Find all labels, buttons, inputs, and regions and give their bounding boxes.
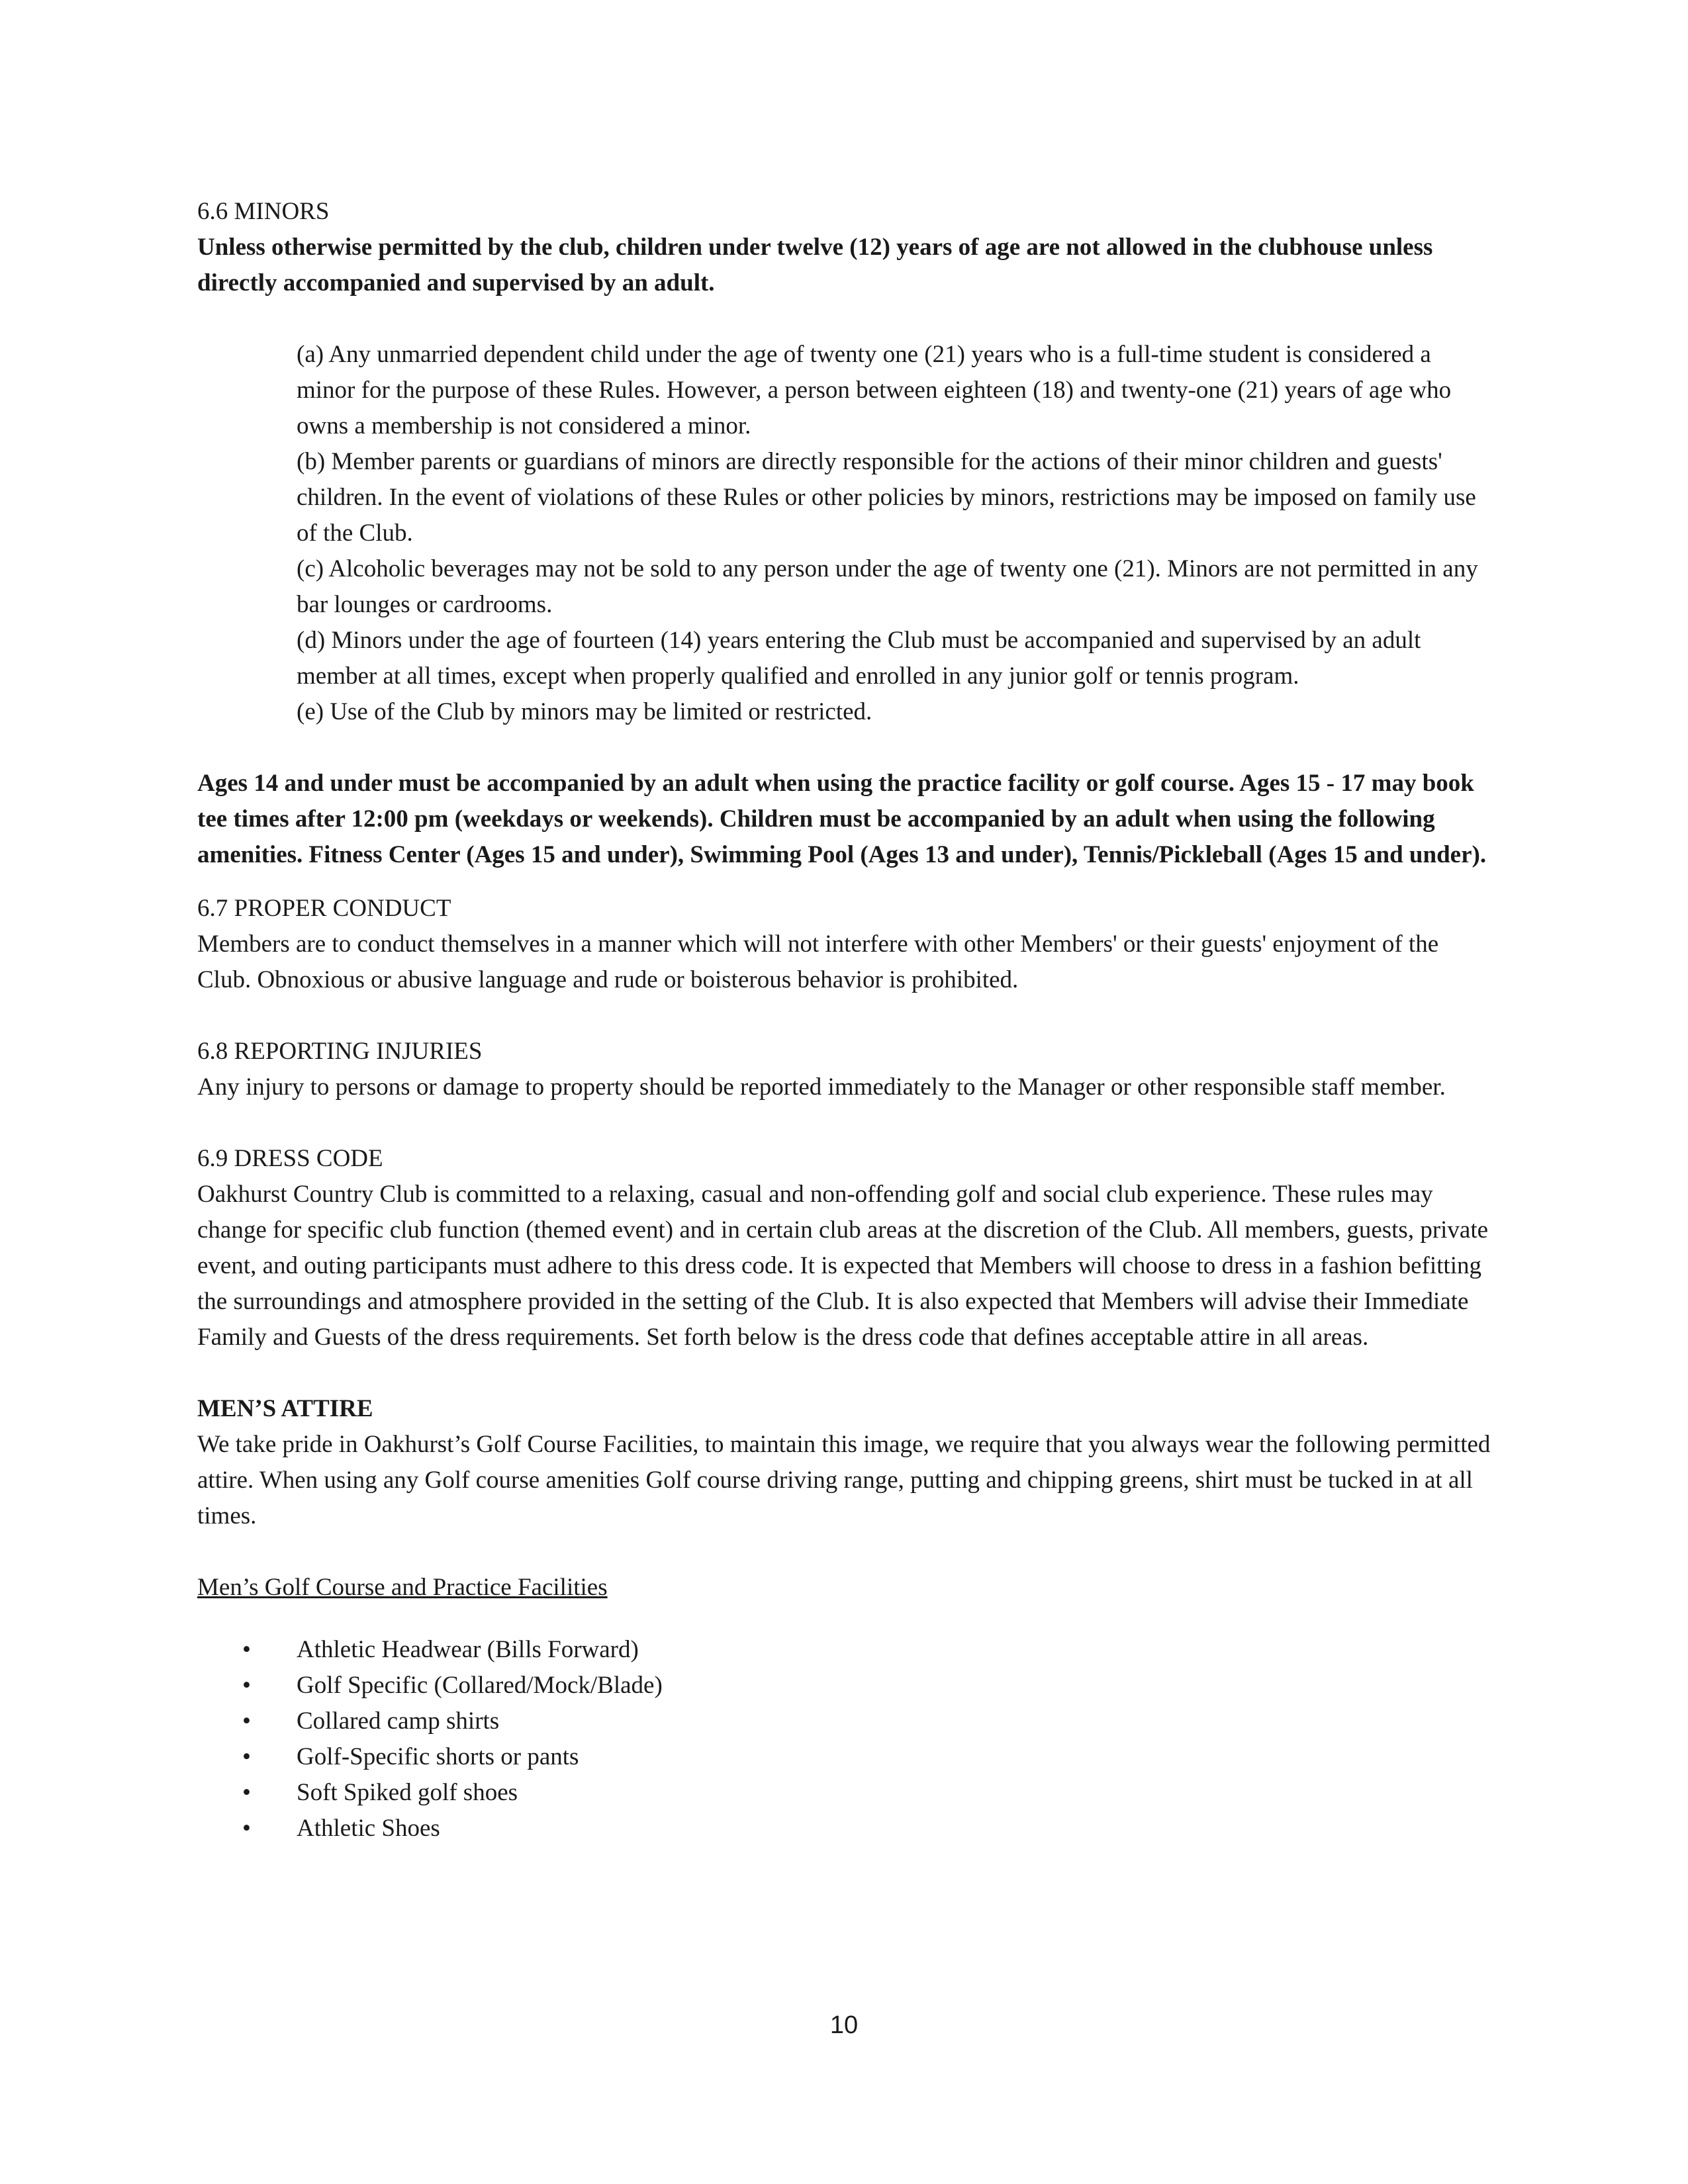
minors-rule-e: (e) Use of the Club by minors may be limited or restricted.: [297, 698, 872, 725]
list-item-text: Golf-Specific shorts or pants: [297, 1743, 579, 1770]
minors-rule-a: (a) Any unmarried dependent child under the age of twenty one (21) years who is a full-time student is considered a minor for the purpose of these Rules. However, a person between eighteen (18) and twenty-one (21) years of age who owns a membership is not considered a minor.: [297, 341, 1452, 439]
section-6-7-proper-conduct: [197, 891, 1495, 998]
section-title: 6.6 MINORS: [197, 198, 330, 225]
minors-rule-b: (b) Member parents or guardians of minors are directly responsible for the actions of their minor children and guests' children. In the event of violations of these Rules or other policies by minors, restrictions may be imposed on family use of the Club.: [297, 448, 1476, 547]
section-title: MEN’S ATTIRE: [197, 1395, 373, 1422]
minors-rule-d: (d) Minors under the age of fourteen (14) years entering the Club must be accompanied and supervised by an adult member at all times, except when properly qualified and enrolled in any junior golf or tennis program.: [297, 627, 1421, 690]
bullet-icon: •: [242, 1779, 251, 1806]
mens-attire-list: [197, 1632, 1495, 1846]
list-item-text: Collared camp shirts: [297, 1707, 500, 1735]
list-item-text: Golf Specific (Collared/Mock/Blade): [297, 1672, 663, 1699]
list-item: [197, 1775, 1495, 1811]
list-item: [197, 1739, 1495, 1775]
list-item: [197, 1704, 1495, 1739]
bullet-icon: •: [242, 1672, 251, 1699]
section-title: 6.9 DRESS CODE: [197, 1145, 383, 1172]
list-item-text: Athletic Headwear (Bills Forward): [297, 1636, 639, 1663]
section-body: Members are to conduct themselves in a manner which will not interfere with other Members' or their guests' enjoyment of the Club. Obnoxious or abusive language and rude or boisterous behavior is prohibited.: [197, 931, 1439, 993]
section-mens-attire: [197, 1391, 1495, 1846]
section-6-6-minors: [197, 194, 1495, 873]
minors-rules-list: [197, 337, 1495, 730]
minors-intro: Unless otherwise permitted by the club, children under twelve (12) years of age are not allowed in the clubhouse unless directly accompanied and supervised by an adult.: [197, 234, 1433, 296]
list-item-text: Soft Spiked golf shoes: [297, 1779, 518, 1806]
section-6-8-reporting-injuries: [197, 1034, 1495, 1105]
minors-rule-c: (c) Alcoholic beverages may not be sold to any person under the age of twenty one (21). Minors are not permitted in any bar lounges or cardrooms.: [297, 555, 1478, 618]
section-body: Oakhurst Country Club is committed to a relaxing, casual and non-offending golf and social club experience. These rules may change for specific club function (themed event) and in certain club areas at the discretion of the Club. All members, guests, private event, and outing participants must adhere to this dress code. It is expected that Members will choose to dress in a fashion befitting the surroundings and atmosphere provided in the setting of the Club. It is also expected that Members will advise their Immediate Family and Guests of the dress requirements. Set forth below is the dress code that defines acceptable attire in all areas.: [197, 1181, 1489, 1351]
section-body: We take pride in Oakhurst’s Golf Course Facilities, to maintain this image, we require that you always wear the following permitted attire. When using any Golf course amenities Golf course driving range, putting and chipping greens, shirt must be tucked in at all times.: [197, 1431, 1491, 1529]
section-6-9-dress-code: [197, 1141, 1495, 1355]
mens-golf-subheading: Men’s Golf Course and Practice Facilities: [197, 1574, 608, 1601]
page-content: [197, 194, 1495, 1846]
bullet-icon: •: [242, 1743, 251, 1770]
list-item: [197, 1811, 1495, 1846]
section-title: 6.7 PROPER CONDUCT: [197, 895, 451, 922]
list-item-text: Athletic Shoes: [297, 1815, 440, 1842]
section-body: Any injury to persons or damage to property should be reported immediately to the Manager or other responsible staff member.: [197, 1073, 1446, 1101]
ages-note: Ages 14 and under must be accompanied by an adult when using the practice facility or golf course. Ages 15 - 17 may book tee times after 12:00 pm (weekdays or weekends). Children must be accompanied by an adult when using the following amenities. Fitness Center (Ages 15 and under), Swimming Pool (Ages 13 and under), Tennis/Pickleball (Ages 15 and under).: [197, 770, 1487, 868]
bullet-icon: •: [242, 1815, 251, 1842]
list-item: [197, 1668, 1495, 1704]
page-number: 10: [829, 2011, 859, 2039]
bullet-icon: •: [242, 1636, 251, 1663]
list-item: [197, 1632, 1495, 1668]
bullet-icon: •: [242, 1707, 251, 1735]
section-title: 6.8 REPORTING INJURIES: [197, 1038, 483, 1065]
